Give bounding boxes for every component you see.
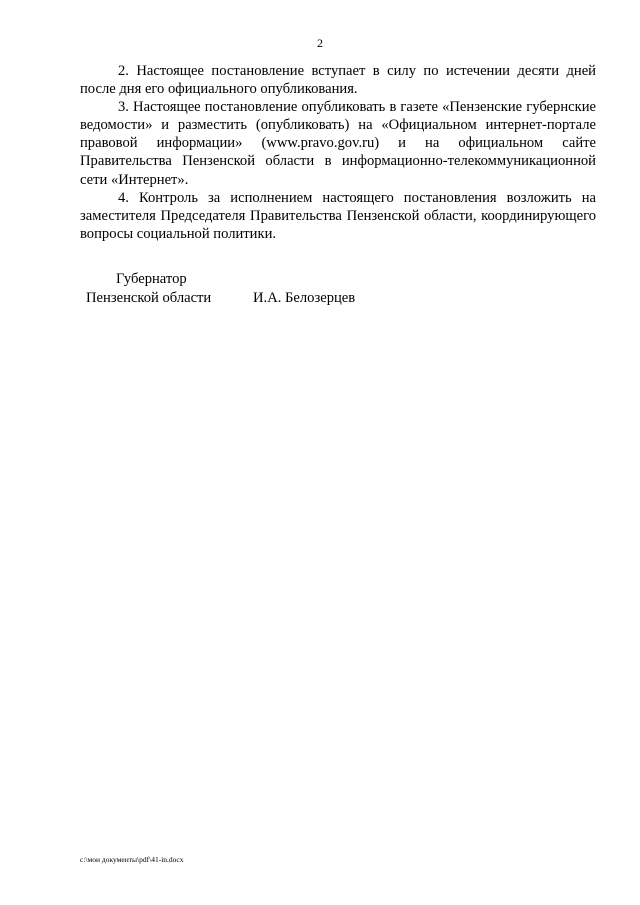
paragraph-4: 4. Контроль за исполнением настоящего постановления возложить на заместителя Председателя Правительства Пензенской области, координирующего вопросы социальной политики.	[80, 189, 596, 242]
signature-title-line1: Губернатор	[116, 271, 187, 287]
paragraph-2: 2. Настоящее постановление вступает в силу по истечении десяти дней после дня его официального опубликования.	[80, 63, 596, 98]
footer-file-path: c:\мои документы\pdf\41-in.docx	[80, 855, 184, 864]
signatory-name: И.А. Белозерцев	[253, 290, 356, 306]
paragraph-3: 3. Настоящее постановление опубликовать в газете «Пензенские губернские ведомости» и разместить (опубликовать) на «Официальном интернет-портале правовой информации» (www.pravo.gov.ru) и на официальном сайте Правительства Пензенской области в информационно-телекоммуникационной сети «Интернет».	[80, 99, 596, 188]
page-number: 2	[317, 36, 323, 50]
document-body	[80, 62, 596, 243]
signature-title-line2: Пензенской области	[86, 290, 212, 306]
